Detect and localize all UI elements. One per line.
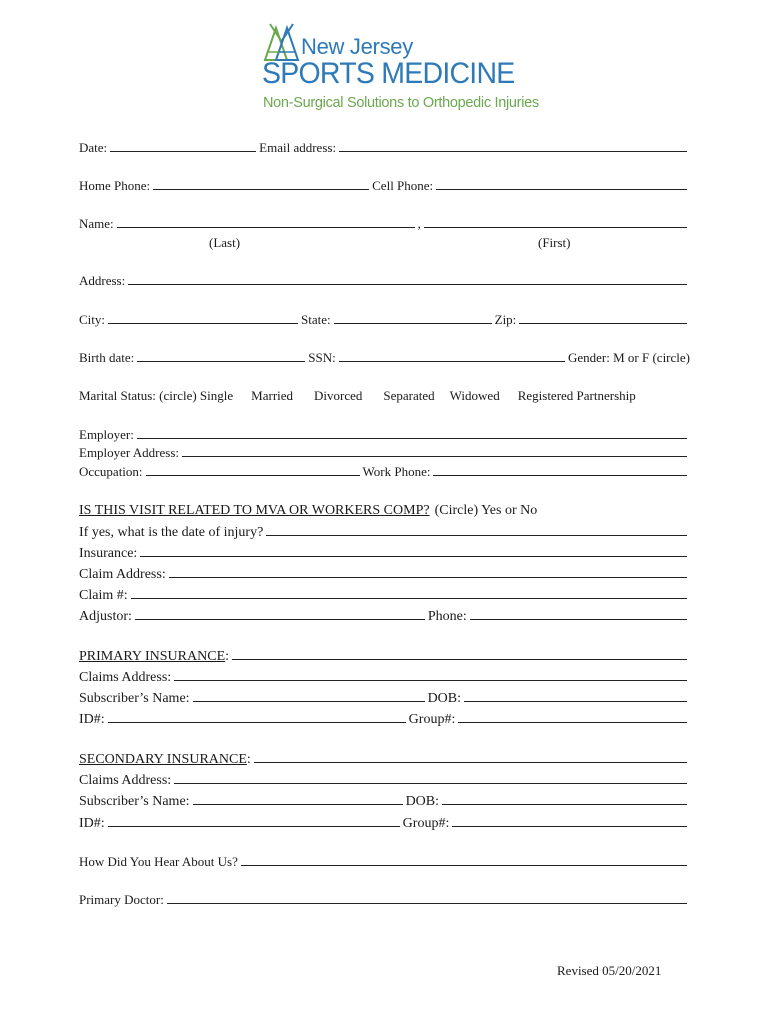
employer-label: Employer: — [79, 427, 134, 442]
employer-row — [79, 427, 690, 443]
claim-address-label: Claim Address: — [79, 567, 166, 582]
cell-phone-label: Cell Phone: — [372, 178, 434, 193]
secondary-group-field[interactable] — [452, 815, 687, 827]
logo-line-new-jersey: New Jersey — [301, 34, 413, 59]
claim-address-row — [79, 566, 690, 583]
primary-id-field[interactable] — [108, 711, 406, 723]
claim-number-label: Claim #: — [79, 588, 128, 603]
state-field[interactable] — [334, 312, 492, 324]
birth-date-label: Birth date: — [79, 350, 135, 365]
secondary-group-label: Group#: — [402, 816, 450, 831]
employer-address-row — [79, 445, 690, 461]
secondary-claims-address-label: Claims Address: — [79, 773, 172, 788]
state-label: State: — [301, 312, 331, 327]
marital-option-registered-partnership[interactable]: Registered Partnership — [517, 388, 636, 403]
first-caption: (First) — [538, 235, 571, 250]
secondary-insurance-heading: SECONDARY INSURANCE — [79, 752, 247, 767]
secondary-subscriber-label: Subscriber’s Name: — [79, 794, 190, 809]
secondary-id-field[interactable] — [108, 815, 400, 827]
home-phone-field[interactable] — [153, 178, 369, 190]
name-comma: , — [417, 216, 421, 231]
marital-option-separated[interactable]: Separated — [383, 388, 435, 403]
name-label: Name: — [79, 216, 114, 231]
email-field[interactable] — [339, 140, 687, 152]
primary-id-row — [79, 711, 690, 728]
secondary-dob-field[interactable] — [442, 793, 687, 805]
mva-insurance-label: Insurance: — [79, 546, 138, 561]
hear-about-field[interactable] — [241, 854, 687, 866]
adjustor-row — [79, 608, 690, 625]
secondary-dob-label: DOB: — [405, 794, 440, 809]
name-row — [79, 216, 690, 232]
adjustor-field[interactable] — [135, 608, 425, 620]
adjustor-phone-label: Phone: — [427, 609, 467, 624]
primary-group-field[interactable] — [458, 711, 687, 723]
marital-option-widowed[interactable]: Widowed — [449, 388, 500, 403]
secondary-insurance-colon: : — [246, 752, 251, 767]
primary-claims-address-label: Claims Address: — [79, 670, 172, 685]
marital-option-married[interactable]: Married — [251, 388, 294, 403]
revised-date: Revised 05/20/2021 — [557, 963, 662, 978]
primary-claims-address-row — [79, 669, 690, 686]
address-label: Address: — [79, 273, 126, 288]
phone-row — [79, 178, 690, 194]
adjustor-label: Adjustor: — [79, 609, 132, 624]
mva-insurance-row — [79, 545, 690, 562]
primary-doctor-field[interactable] — [167, 892, 687, 904]
secondary-insurance-row — [79, 751, 690, 768]
address-field[interactable] — [128, 273, 687, 285]
address-row — [79, 273, 690, 289]
employer-address-label: Employer Address: — [79, 445, 180, 460]
hear-about-label: How Did You Hear About Us? — [79, 854, 238, 869]
hear-about-row — [79, 854, 690, 870]
primary-insurance-colon: : — [225, 649, 230, 664]
date-label: Date: — [79, 140, 108, 155]
employer-field[interactable] — [137, 427, 687, 439]
primary-id-label: ID#: — [79, 712, 105, 727]
zip-field[interactable] — [519, 312, 687, 324]
gender-label[interactable]: Gender: M or F (circle) — [567, 350, 690, 365]
city-state-zip-row — [79, 312, 690, 328]
zip-label: Zip: — [494, 312, 517, 327]
ssn-field[interactable] — [339, 350, 565, 362]
secondary-id-row — [79, 815, 690, 832]
mva-question: IS THIS VISIT RELATED TO MVA OR WORKERS COMP? — [79, 503, 430, 518]
birth-ssn-gender-row — [79, 350, 690, 366]
primary-claims-address-field[interactable] — [174, 669, 687, 681]
city-field[interactable] — [108, 312, 298, 324]
occupation-row — [79, 464, 690, 480]
logo-figures-icon — [262, 22, 304, 62]
secondary-claims-address-field[interactable] — [174, 772, 687, 784]
marital-option-divorced[interactable]: Divorced — [314, 388, 363, 403]
primary-insurance-field[interactable] — [232, 648, 687, 660]
primary-subscriber-label: Subscriber’s Name: — [79, 691, 190, 706]
ssn-label: SSN: — [308, 350, 336, 365]
adjustor-phone-field[interactable] — [470, 608, 687, 620]
email-label: Email address: — [259, 140, 337, 155]
work-phone-field[interactable] — [433, 464, 687, 476]
employer-address-field[interactable] — [182, 445, 687, 457]
primary-subscriber-field[interactable] — [193, 690, 425, 702]
injury-date-label: If yes, what is the date of injury? — [79, 525, 264, 540]
occupation-label: Occupation: — [79, 464, 143, 479]
date-email-row — [79, 140, 690, 156]
primary-dob-field[interactable] — [464, 690, 687, 702]
birth-date-field[interactable] — [137, 350, 305, 362]
first-name-field[interactable] — [424, 216, 687, 228]
injury-date-row — [79, 524, 690, 541]
primary-insurance-row — [79, 648, 690, 665]
last-name-field[interactable] — [117, 216, 415, 228]
mva-yes-no[interactable]: (Circle) Yes or No — [434, 503, 538, 518]
home-phone-label: Home Phone: — [79, 178, 151, 193]
primary-doctor-label: Primary Doctor: — [79, 892, 164, 907]
secondary-insurance-field[interactable] — [254, 751, 687, 763]
primary-insurance-heading: PRIMARY INSURANCE — [79, 649, 226, 664]
primary-doctor-row — [79, 892, 690, 908]
logo-line-sports-medicine: SPORTS MEDICINE — [262, 57, 515, 90]
secondary-claims-address-row — [79, 772, 690, 789]
primary-subscriber-row — [79, 690, 690, 707]
mva-insurance-field[interactable] — [140, 545, 687, 557]
city-label: City: — [79, 312, 106, 327]
primary-dob-label: DOB: — [427, 691, 462, 706]
claim-address-field[interactable] — [169, 566, 687, 578]
claim-number-row — [79, 587, 690, 604]
logo-tagline: Non-Surgical Solutions to Orthopedic Injuries — [263, 95, 539, 111]
last-caption: (Last) — [209, 235, 241, 250]
occupation-field[interactable] — [146, 464, 360, 476]
mva-question-row — [79, 503, 690, 519]
marital-label[interactable]: Marital Status: (circle) Single — [79, 388, 234, 403]
work-phone-label: Work Phone: — [362, 464, 431, 479]
cell-phone-field[interactable] — [436, 178, 687, 190]
primary-group-label: Group#: — [408, 712, 456, 727]
date-field[interactable] — [110, 140, 256, 152]
secondary-id-label: ID#: — [79, 816, 105, 831]
marital-status-row — [79, 388, 636, 404]
claim-number-field[interactable] — [131, 587, 687, 599]
secondary-subscriber-field[interactable] — [193, 793, 403, 805]
secondary-subscriber-row — [79, 793, 690, 810]
nj-sports-medicine-logo — [262, 22, 562, 117]
injury-date-field[interactable] — [266, 524, 687, 536]
